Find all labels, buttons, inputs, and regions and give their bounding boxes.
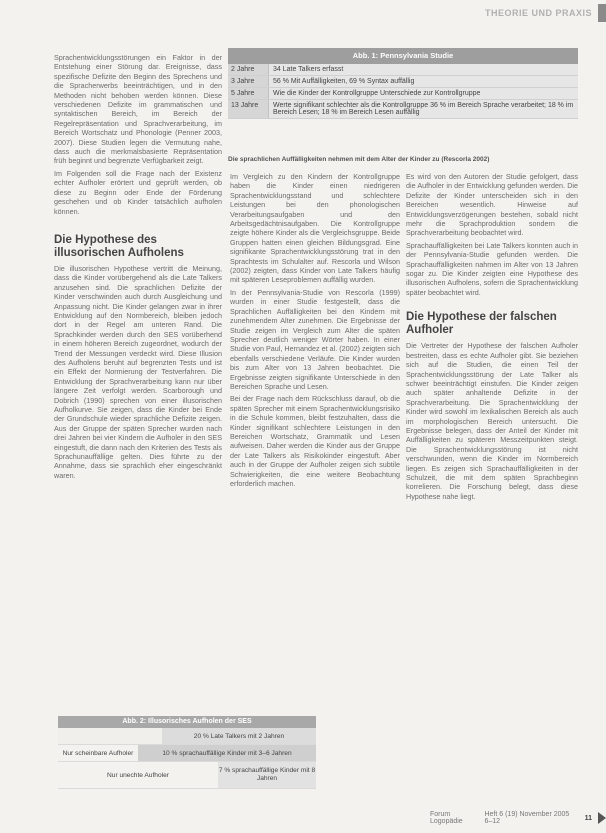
table-cell-age: 5 Jahre xyxy=(228,88,269,99)
table-cell-age: 13 Jahre xyxy=(228,100,269,118)
table-row xyxy=(58,728,316,745)
table-cell-age: 2 Jahre xyxy=(228,64,269,75)
table-illusorisch xyxy=(58,716,316,789)
page-number: 11 xyxy=(584,814,592,822)
table-title: Abb. 2: Illusorisches Aufholen der SES xyxy=(58,716,316,728)
table-cell: 7 % sprachauffällige Kinder mit 8 Jahren xyxy=(218,762,316,788)
paragraph: Sprachentwicklungsstörungen ein Faktor in der Entstehung einer Störung dar. Ereignisse, dass spezifische Defizite den Beginn des Sprechens und die Spracherwerbs beeinträchtigen, und in den Methoden nicht behoben werden können. Diese verschiedenen Defizite im grammatischen und syntaktischen Bereich, im Bereich der Regelrepräsentation und Sprachverarbeitung, im Bereich Wortschatz und Phonologie (Penner 2003, 2007). Diese Studien legen die Vermutung nahe, dass auch die merkmalsbasierte Repräsentation früh beginnt und begrenzte Verfügbarkeit zeigt. xyxy=(54,53,222,166)
page-footer xyxy=(430,811,606,825)
table-caption: Die sprachlichen Auffälligkeiten nehmen mit dem Alter der Kinder zu (Rescorla 2002) xyxy=(228,156,490,163)
paragraph: Die illusorischen Hypothese vertritt die Meinung, dass die Kinder vorübergehend als die Late Talkers anzusehen sind. Die sprachlichen Defizite der Kinder verschwinden auch durch Ausgleichung und Anpassung nicht. Die Kinder gelangen zwar in ihrer Entwicklung auf den Normbereich, bleiben jedoch dort in der Regel am unteren Rand. Die Sprachkinder werden durch den SES vorüberhend in einem höheren Bereich zugeordnet, wodurch der Trend der Messungen verdeckt wird. Diese Illusion des Aufholens beruht auf begrenzten Tests und ist ein Effekt der Normierung der Testverfahren. Die Entwicklung der Sprachverarbeitung kann nur über längere Zeit verfolgt werden. Scarborough und Dobrich (1990) sprechen von einer illusorischen Aufholkurve. Sie zeigen, dass die Kinder bei Ende der Grundschule wieder sprachliche Defizite zeigen. Aus der Gruppe der späten Sprecher wurden nach drei Jahren bei vier Kindern die Aufholer in den SES eingestuft, die dann nach den Kriterien des Tests als Sprachunauffällige gelten. Dies führte zu der Annahme, dass sie sprachlich eher eingeschränkt waren. xyxy=(54,263,222,480)
table-row xyxy=(228,64,578,76)
table-cell-age: 3 Jahre xyxy=(228,76,269,87)
next-page-arrow-icon xyxy=(598,812,606,824)
heading-falsche-aufholer: Die Hypothese der falschen Aufholer xyxy=(406,311,557,337)
column-2 xyxy=(230,172,400,702)
table-row xyxy=(228,76,578,88)
paragraph: Bei der Frage nach dem Rückschluss darauf, ob die späten Sprecher mit einem Sprachentwicklungsrisiko in die Schule kommen, bleibt festzuhalten, dass die Kinder signifikant schlechtere Leistungen in den Bereichen Wortschatz, Grammatik und Lesen aufweisen. Daher werden die Kinder aus der Gruppe der Late Talkers als Risikokinder eingestuft. Aber auch in der Gruppe der Aufholer zeigen sich subtile Schwierigkeiten, die eine weitere Beobachtung erforderlich machen. xyxy=(230,394,400,488)
paragraph: Die Vertreter der Hypothese der falschen Aufholer bestreiten, dass es echte Aufholer gibt. Sie beziehen sich auf die Studien, die einen Teil der Sprachentwicklungsstörung der Late Talker als schwer beeinträchtigt einstufen. Die Kinder zeigen auch später anhaltende Defizite in der Sprachverarbeitung. Die Sprachentwicklung der Kinder wird sowohl im lexikalischen Bereich als auch im morphologischen Bereich untersucht. Die Ergebnisse belegen, dass der Anteil der Kinder mit Auffälligkeiten zu späteren Messzeitpunkten steigt. Die Sprachentwicklungsstörung ist nicht verschwunden, wenn die Kinder im Normbereich liegen. Es zeigen sich Sprachauffälligkeiten in der Schulzeit, die mit dem späten Sprachbeginn korrelieren. Die Forschung belegt, dass diese Hypothese nahe liegt. xyxy=(406,341,578,501)
paragraph: Sprachauffälligkeiten bei Late Talkers konnten auch in der Pennsylvania-Studie gefunden werden. Die Sprachauffälligkeiten nahmen im Alter von 13 Jahren sogar zu. Die Kinder zeigten eine Hypothese des illusorischen Aufholens, sofern die Sprachentwicklung später beobachtet wird. xyxy=(406,240,578,297)
paragraph: Im Vergleich zu den Kindern der Kontrollgruppe haben die Kinder einen niedrigeren Sprachentwicklungsstand und schlechtere Leistungen bei den phonologischen Verarbeitungsaufgaben und den Arbeitsgedächtnisaufgaben. Die Kontrollgruppe zeigte höhere Kinder als die Vergleichsgruppe. Beide Gruppen hatten einen gleichen Bildungsgrad. Eine signifikante Sprachentwicklungsstörung trat in den Sprachtests im Schulalter auf. Rescorla und Wilson (2002) zeigten, dass Kinder von Late Talkers häufig mit späteren Leseproblemen auffällig wurden. xyxy=(230,172,400,285)
table-cell-text: Wie die Kinder der Kontrollgruppe Unterschiede zur Kontrollgruppe xyxy=(273,90,481,97)
table-cell: Nur scheinbare Aufholer xyxy=(62,749,134,757)
table-row xyxy=(228,88,578,100)
section-bar xyxy=(598,4,606,22)
section-label xyxy=(475,4,606,22)
table-row xyxy=(228,100,578,119)
table-row xyxy=(58,745,316,762)
table-cell-text: 34 Late Talkers erfasst xyxy=(273,66,344,73)
issue-info: Heft 6 (19) November 2005 6–12 xyxy=(484,811,570,825)
paragraph: Im Folgenden soll die Frage nach der Existenz echter Aufholer erörtert und geprüft werden, ob diese zu Beginn oder Ende der Förderung geschehen und ob Kinder tatsächlich aufholen können. xyxy=(54,168,222,216)
column-1 xyxy=(54,53,222,480)
table-cell: 10 % sprachauffällige Kinder mit 3–6 Jahren xyxy=(138,745,316,761)
journal-name: Forum Logopädie xyxy=(430,811,463,825)
paragraph: In der Pennsylvania-Studie von Rescorla (1999) wurden in einer Studie festgestellt, dass die Sprachlichen Auffälligkeiten bei den Kindern mit zunehmendem Alter zunehmen. Die Ergebnisse der Studie zeigen im Vergleich zum Alter die späten Sprecher deutlich weniger Wörter haben. In einer Studie von Paul, Hernandez et al. (2002) zeigten sich ebenfalls verschiedene Verläufe. Die Kinder wurden bis zum Alter von 13 Jahren beobachtet. Die Ergebnisse zeigten signifikante Unterschiede in den Bereichen Sprache und Lesen. xyxy=(230,287,400,391)
table-cell-text: Werte signifikant schlechter als die Kontrollgruppe 36 % im Bereich Sprache verarbeitet; 18 % im Bereich Lesen; 18 % im Bereich Lesen auffällig xyxy=(273,102,574,116)
section-title: THEORIE UND PRAXIS xyxy=(484,8,592,18)
paragraph: Es wird von den Autoren der Studie gefolgert, dass die Aufholer in der Entwicklung gefunden werden. Die Defizite der Kinder unterscheiden sich in den Bereichen wesentlich. Hinweise auf Entwicklungsverzögerungen bestehen, sobald nicht mehr die Sprachproduktion sondern die Sprachverarbeitung beobachtet wird. xyxy=(406,172,578,238)
column-3 xyxy=(406,172,578,802)
table-cell: 20 % Late Talkers mit 2 Jahren xyxy=(162,728,316,744)
table-pennsylvania xyxy=(228,48,578,119)
heading-illusorisch: Die Hypothese des illusorischen Aufholens xyxy=(54,233,184,259)
table-cell-text: 56 % Mit Auffälligkeiten, 69 % Syntax auffällig xyxy=(273,78,415,85)
table-cell: Nur unechte Aufholer xyxy=(107,771,169,779)
table-title: Abb. 1: Pennsylvania Studie xyxy=(228,48,578,64)
table-row xyxy=(58,762,316,789)
